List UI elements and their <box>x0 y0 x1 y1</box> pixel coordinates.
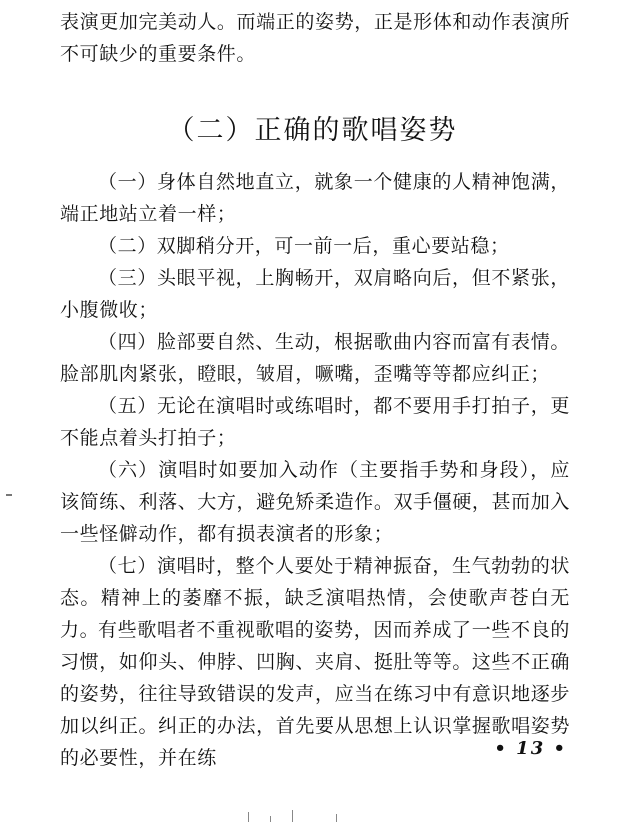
item-paragraph-2: （二）双脚稍分开，可一前一后，重心要站稳； <box>98 235 510 257</box>
closing-paragraph: 有些歌唱者不重视歌唱的姿势，因而养成了一些不良的习惯，如仰头、伸脖、凹胸、夹肩、挺肚等等。这些不正确的姿势，往往导致错误的发声，应当在练习中有意识地逐步加以纠正。纠正的办法，首先要从思想上认识掌握歌唱姿势的必要性，并在练 <box>60 619 570 769</box>
item-paragraph-3: （三）头眼平视，上胸畅开，双肩略向后，但不紧张，小腹微收； <box>60 267 570 321</box>
item-paragraph-6: （六）演唱时如要加入动作（主要指手势和身段），应该简练、利落、大方，避免矫柔造作。双手僵硬，甚而加入一些怪僻动作，都有损表演者的形象； <box>60 459 570 545</box>
item-paragraph-5: （五）无论在演唱时或练唱时，都不要用手打拍子，更不能点着头打拍子； <box>60 395 570 449</box>
item-paragraph-7: （七）演唱时，整个人要处于精神振奋，生气勃勃的状态。精神上的萎靡不振，缺乏演唱热情，会使歌声苍白无力。 <box>60 555 570 641</box>
bottom-scan-marks <box>240 806 380 822</box>
item-paragraph-4: （四）脸部要自然、生动，根据歌曲内容而富有表情。脸部肌肉紧张，瞪眼，皱眉，噘嘴，歪嘴等等都应纠正； <box>60 331 570 385</box>
item-paragraph-1: （一）身体自然地直立，就象一个健康的人精神饱满，端正地站立着一样； <box>60 171 570 225</box>
margin-scan-mark <box>6 494 12 496</box>
section-heading: （二）正确的歌唱姿势 <box>167 115 458 146</box>
page-number: • 13 • <box>494 738 567 759</box>
intro-paragraph: 表演更加完美动人。而端正的姿势，正是形体和动作表演所不可缺少的重要条件。 <box>60 11 570 65</box>
